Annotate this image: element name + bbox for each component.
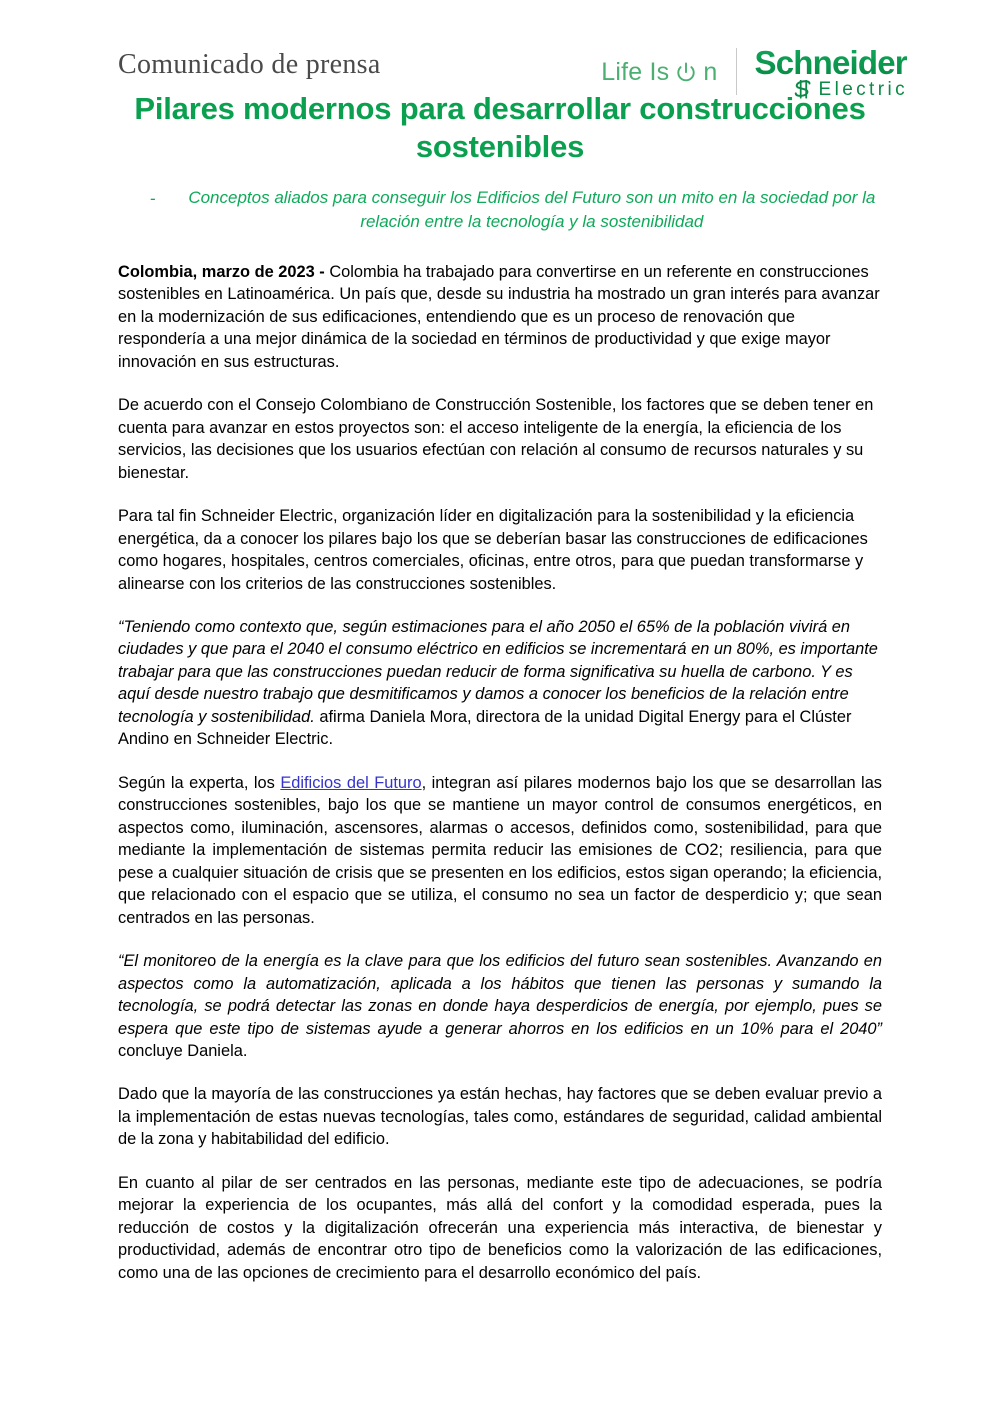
document-body <box>118 261 882 1284</box>
tagline-n: n <box>703 58 718 86</box>
quote-monitoreo-attribution: concluye Daniela. <box>118 1041 248 1060</box>
quote-mora-attribution: afirma Daniela Mora, directora de la unidad Digital Energy para el Clúster Andino en Schneider Electric. <box>118 707 852 749</box>
quote-mora-text: “Teniendo como contexto que, según estimaciones para el año 2050 el 65% de la población vivirá en ciudades y que para el 2040 el consumo eléctrico en edificios se incrementará en un 80%, es importante trabajar para que las construcciones puedan reducir de forma significativa su huella de carbono. Y es aquí desde nuestro trabajo que desmitificamos y damos a conocer los beneficios de la relación entre tecnología y sostenibilidad. <box>118 618 878 726</box>
brand-name-electric: Electric <box>818 79 908 100</box>
tagline-life-is: Life Is <box>601 58 670 86</box>
paragraph-quote-monitoreo <box>118 950 882 1062</box>
subtitle-bullet-dash: - <box>150 188 156 208</box>
logo-divider <box>736 48 737 95</box>
edificios-del-futuro-link[interactable]: Edificios del Futuro <box>280 773 422 792</box>
quote-monitoreo-o: o <box>207 952 217 971</box>
paragraph-people-centered: En cuanto al pilar de ser centrados en las personas, mediante este tipo de adecuaciones, se podría mejorar la experiencia de los ocupantes, más allá del confort y la comodidad esperada, pues la reducción de costos y la digitalización ofrecerán una experiencia más interactiva, de bienestar y productividad, además de encontrar otro tipo de beneficios como la valorización de las edificaciones, como una de las opciones de crecimiento para el desarrollo económico del país. <box>118 1173 882 1282</box>
pillars-text-after-link: , integran así pilares modernos bajo los que se desarrollan las construcciones sostenibles, bajo los que se mantiene un mayor control de consumos energéticos, en aspectos como, iluminación, ascensores, alarmas o accesos, definidos como, sostenibilidad, para que mediante la implementación de sistemas permita reducir las emisiones de CO2; resiliencia, para que pese a cualquier situación de crisis que se presenten en los edificios, estos sigan operando; la eficiencia, que relacionado con el espacio que se utiliza, el consumo no sea un factor de desperdicio y; que sean centrados en las personas. <box>118 773 883 927</box>
paragraph-intro-text: Colombia ha trabajado para convertirse en un referente en construcciones sostenibles en Latinoamérica. Un país que, desde su industria ha mostrado un gran interés para avanzar en la modernización de sus edificaciones, entendiendo que es un proceso de renovación que respondería a una mejor dinámica de la sociedad en términos de productividad y que exige mayor innovación en sus estructuras. <box>118 262 880 371</box>
pillars-text-before-link: Según la experta, los <box>118 773 281 792</box>
quote-monitoreo-rest: de la energía es la clave para que los edificios del futuro sean sostenibles. Avanzando en aspectos como la automatización, aplicada a los hábitos que tienen las personas y sumando la tecnología, se podrá detectar las zonas en donde haya desperdicios de energía, por ejemplo, pues se espera que este tipo de sistemas ayude a generar ahorros en los edificios en un 10% para el 2040” <box>118 952 882 1038</box>
paragraph-pillars <box>118 772 882 929</box>
life-is-on-tagline <box>601 58 717 87</box>
dateline: Colombia, marzo de 2023 - <box>118 262 325 281</box>
document-header <box>0 0 1000 100</box>
page-title: Pilares modernos para desarrollar construcciones sostenibles <box>134 91 866 164</box>
paragraph-intro <box>118 261 882 373</box>
subtitle-bullet-item <box>150 186 882 235</box>
power-on-icon <box>675 62 697 84</box>
brand-name-schneider: Schneider <box>754 44 907 81</box>
paragraph-schneider-role: Para tal fin Schneider Electric, organización líder en digitalización para la sostenibilidad y la eficiencia energética, da a conocer los pilares bajo los que se deberían basar las construcciones de edificaciones como hogares, hospitales, centros comerciales, oficinas, entre otros, para que puedan transformarse y alinearse con los criterios de las construcciones sostenibles. <box>118 507 868 593</box>
paragraph-factors: De acuerdo con el Consejo Colombiano de Construcción Sostenible, los factores que se deben tener en cuenta para avanzar en estos proyectos son: el acceso inteligente de la energía, la eficiencia de los servicios, las decisiones que los usuarios efectúan con relación al consumo de recursos naturales y su bienestar. <box>118 396 874 482</box>
press-release-label: Comunicado de prensa <box>118 49 381 80</box>
quote-monitoreo-open: “El monitore <box>118 952 208 971</box>
paragraph-existing-buildings: Dado que la mayoría de las construcciones ya están hechas, hay factores que se deben evaluar previo a la implementación de estas nuevas tecnologías, tales como, estándares de seguridad, calidad ambiental de la zona y habitabilidad del edificio. <box>118 1085 882 1149</box>
paragraph-quote-mora <box>118 616 882 751</box>
subtitle-text: Conceptos aliados para conseguir los Edificios del Futuro son un mito en la sociedad por la relación entre la tecnología y la sostenibilidad <box>188 187 876 232</box>
